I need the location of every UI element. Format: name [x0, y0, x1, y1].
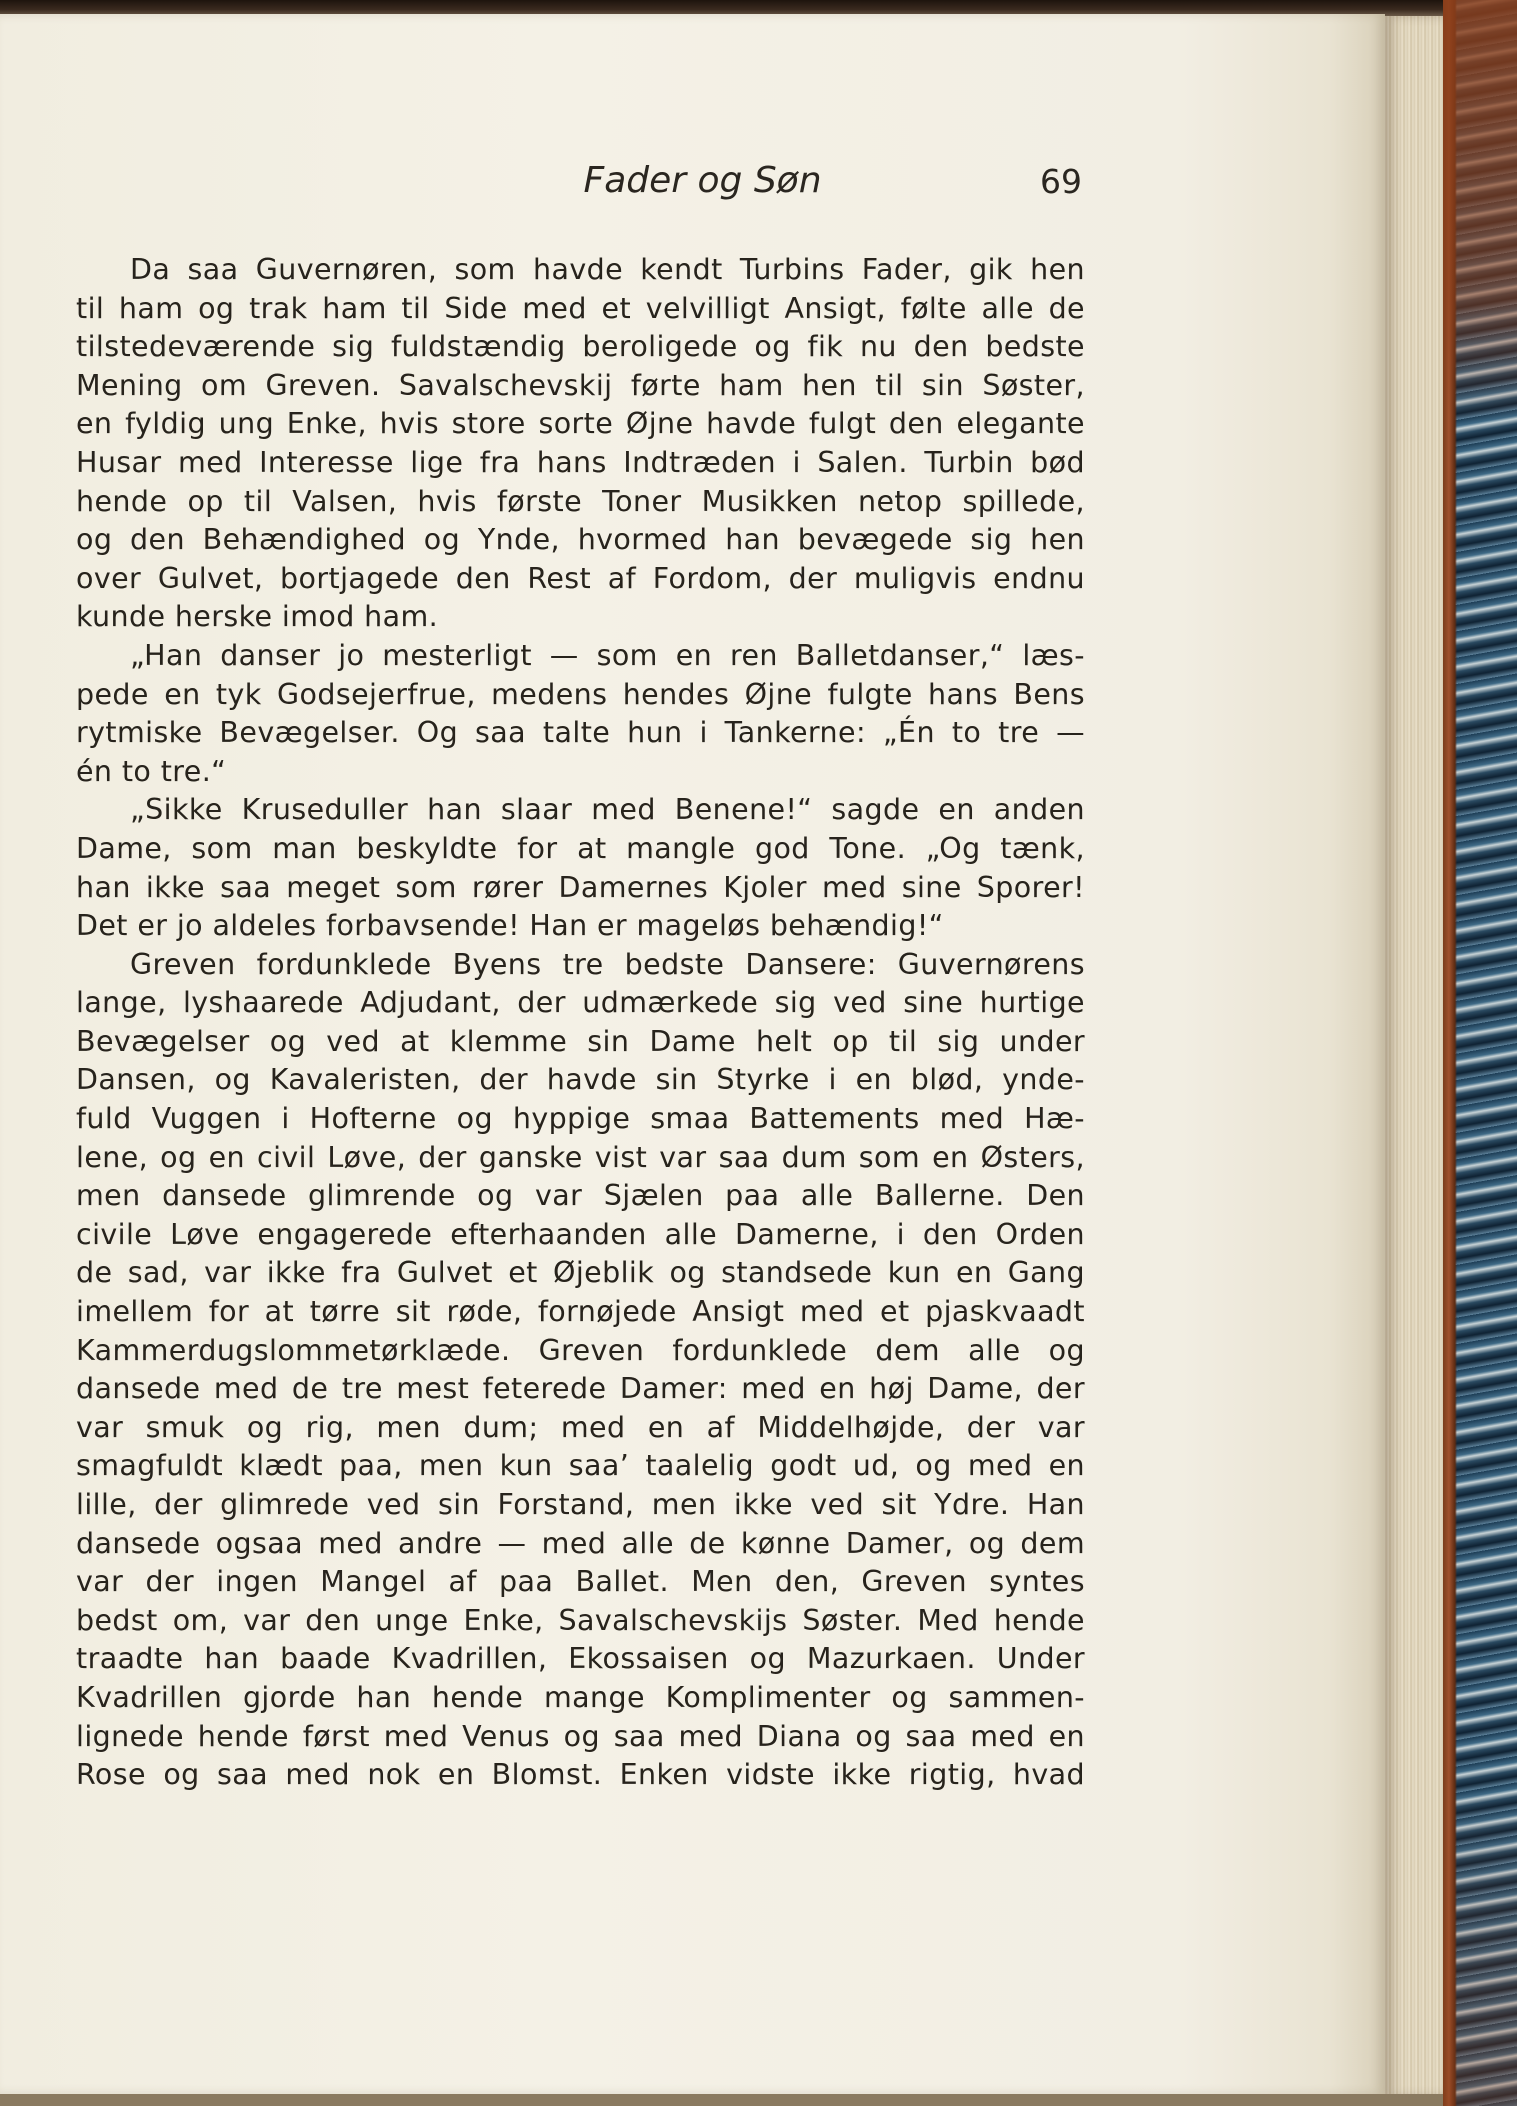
text-line: Kvadrillen gjorde han hende mange Komplimenter og sammen- — [76, 1680, 1085, 1714]
text-line: fuld Vuggen i Hofterne og hyppige smaa Battements med Hæ- — [76, 1102, 1085, 1136]
paragraph — [76, 637, 1085, 791]
text-line: han ikke saa meget som rører Damernes Kjoler med sine Sporer! — [76, 870, 1085, 904]
page-block-edges — [1385, 16, 1443, 2096]
paragraph — [76, 251, 1085, 637]
text-line: lene, og en civil Løve, der ganske vist var saa dum som en Østers, — [76, 1140, 1085, 1174]
text-line: rytmiske Bevægelser. Og saa talte hun i Tankerne: „Én to tre — — [76, 716, 1085, 750]
text-line: tilstedeværende sig fuldstændig beroligede og fik nu den bedste — [76, 330, 1085, 364]
text-line: Bevægelser og ved at klemme sin Dame helt op til sig under — [76, 1024, 1085, 1058]
text-line: dansede med de tre mest feterede Damer: med en høj Dame, der — [76, 1372, 1085, 1406]
paragraph — [76, 946, 1085, 1795]
body-text — [76, 251, 1085, 1795]
text-line: Det er jo aldeles forbavsende! Han er mageløs behændig!“ — [76, 909, 944, 943]
text-line: Dansen, og Kavaleristen, der havde sin Styrke i en blød, ynde- — [76, 1063, 1085, 1097]
text-line: „Sikke Kruseduller han slaar med Benene!“ sagde en anden — [130, 793, 1085, 827]
text-line: civile Løve engagerede efterhaanden alle Damerne, i den Orden — [76, 1217, 1085, 1251]
text-line: Rose og saa med nok en Blomst. Enken vidste ikke rigtig, hvad — [76, 1758, 1085, 1792]
text-line: Mening om Greven. Savalschevskij førte ham hen til sin Søster, — [76, 368, 1085, 402]
text-line: men dansede glimrende og var Sjælen paa alle Ballerne. Den — [76, 1179, 1085, 1213]
text-line: var der ingen Mangel af paa Ballet. Men den, Greven syntes — [76, 1565, 1085, 1599]
bottom-edge — [0, 2094, 1443, 2106]
text-line: var smuk og rig, men dum; med en af Middelhøjde, der var — [76, 1410, 1085, 1444]
text-line: bedst om, var den unge Enke, Savalschevskijs Søster. Med hende — [76, 1603, 1085, 1637]
text-line: Husar med Interesse lige fra hans Indtræden i Salen. Turbin bød — [76, 445, 1085, 479]
text-line: Dame, som man beskyldte for at mangle god Tone. „Og tænk, — [76, 831, 1085, 865]
text-line: smagfuldt klædt paa, men kun saa’ taalelig godt ud, og med en — [76, 1449, 1085, 1483]
text-line: dansede ogsaa med andre — med alle de kønne Damer, og dem — [76, 1526, 1085, 1560]
text-line: over Gulvet, bortjagede den Rest af Fordom, der muligvis endnu — [76, 561, 1085, 595]
text-line: traadte han baade Kvadrillen, Ekossaisen og Mazurkaen. Under — [76, 1642, 1085, 1676]
text-line: lignede hende først med Venus og saa med Diana og saa med en — [76, 1719, 1085, 1753]
text-line: hende op til Valsen, hvis første Toner Musikken netop spillede, — [76, 484, 1085, 518]
cover-leather-shade — [1443, 0, 1517, 2106]
text-line: til ham og trak ham til Side med et velvilligt Ansigt, følte alle de — [76, 291, 1085, 325]
text-line: lille, der glimrede ved sin Forstand, men ikke ved sit Ydre. Han — [76, 1488, 1085, 1521]
paragraph — [76, 791, 1085, 945]
running-title: Fader og Søn — [583, 160, 822, 201]
text-line: de sad, var ikke fra Gulvet et Øjeblik og standsede kun en Gang — [76, 1256, 1085, 1290]
text-line: Greven fordunklede Byens tre bedste Dansere: Guvernørens — [130, 947, 1085, 981]
text-line: og den Behændighed og Ynde, hvormed han bevægede sig hen — [76, 523, 1085, 557]
text-line: lange, lyshaarede Adjudant, der udmærkede sig ved sine hurtige — [76, 986, 1085, 1020]
text-line: pede en tyk Godsejerfrue, medens hendes Øjne fulgte hans Bens — [76, 677, 1085, 711]
text-line: imellem for at tørre sit røde, fornøjede Ansigt med et pjaskvaadt — [76, 1295, 1085, 1329]
page-number: 69 — [1040, 162, 1082, 201]
text-line: en fyldig ung Enke, hvis store sorte Øjne havde fulgt den elegante — [76, 407, 1085, 441]
text-line: „Han danser jo mesterligt — som en ren Balletdanser,“ læs- — [130, 638, 1085, 672]
text-line: Da saa Guvernøren, som havde kendt Turbins Fader, gik hen — [130, 253, 1085, 286]
text-line: én to tre.“ — [76, 754, 227, 788]
text-line: kunde herske imod ham. — [76, 600, 439, 634]
text-line: Kammerdugslommetørklæde. Greven fordunklede dem alle og — [76, 1333, 1085, 1367]
